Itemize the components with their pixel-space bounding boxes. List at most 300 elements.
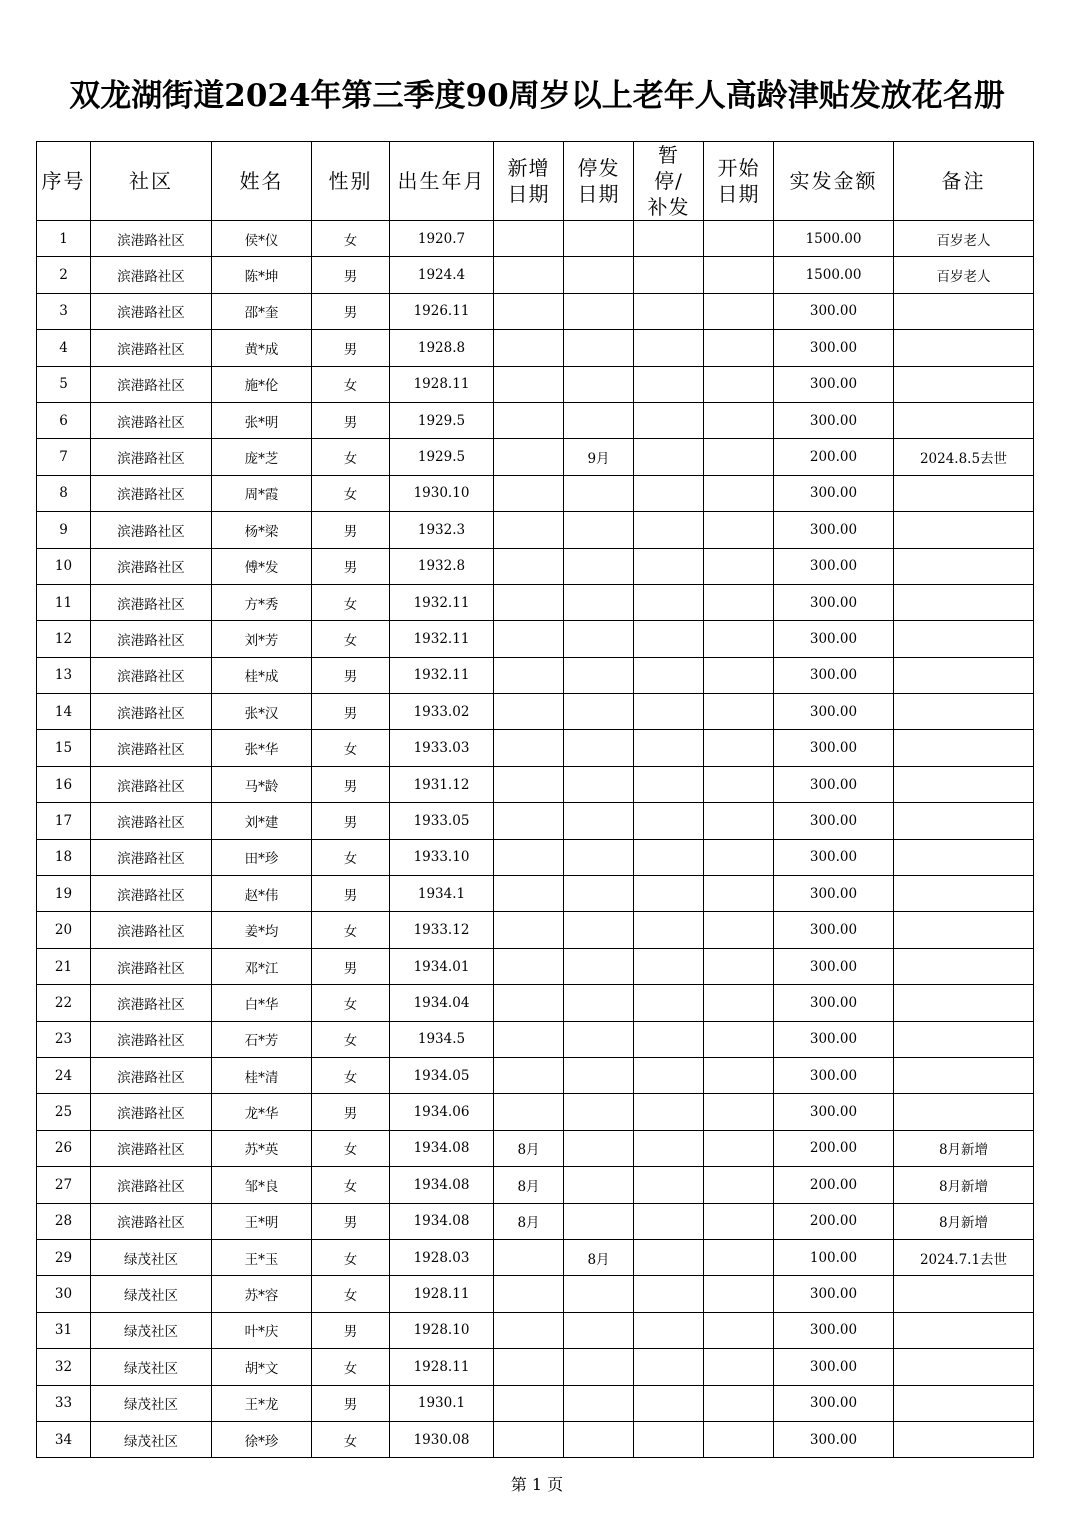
cell-new-date [494,402,564,438]
cell-stop-date [564,584,634,620]
cell-gender: 男 [312,512,390,548]
cell-new-date [494,803,564,839]
column-header-name: 姓名 [212,142,312,221]
table-row [37,257,1034,293]
cell-name: 邓*江 [212,948,312,984]
cell-amount: 300.00 [774,584,894,620]
column-header-start-date: 开始日期 [704,142,774,221]
cell-remark: 2024.7.1去世 [894,1239,1034,1275]
cell-remark [894,876,1034,912]
table-header-row [37,142,1034,221]
cell-start-date [704,1239,774,1275]
cell-amount: 300.00 [774,657,894,693]
cell-new-date [494,1421,564,1457]
cell-seq: 27 [37,1167,91,1203]
cell-start-date [704,912,774,948]
cell-seq: 3 [37,293,91,329]
cell-community: 滨港路社区 [91,1021,212,1057]
cell-amount: 300.00 [774,766,894,802]
cell-pause-reissue [634,548,704,584]
cell-birth: 1933.05 [390,803,494,839]
cell-community: 滨港路社区 [91,439,212,475]
cell-gender: 男 [312,293,390,329]
cell-start-date [704,657,774,693]
cell-gender: 男 [312,657,390,693]
cell-community: 滨港路社区 [91,1167,212,1203]
cell-gender: 男 [312,330,390,366]
cell-amount: 300.00 [774,876,894,912]
cell-seq: 30 [37,1276,91,1312]
cell-new-date [494,985,564,1021]
cell-name: 赵*伟 [212,876,312,912]
table-row [37,1312,1034,1348]
cell-start-date [704,1349,774,1385]
cell-start-date [704,293,774,329]
cell-amount: 300.00 [774,1276,894,1312]
cell-remark [894,1094,1034,1130]
cell-pause-reissue [634,1312,704,1348]
cell-name: 张*华 [212,730,312,766]
cell-community: 绿茂社区 [91,1276,212,1312]
cell-gender: 女 [312,985,390,1021]
table-row [37,402,1034,438]
cell-remark [894,694,1034,730]
cell-pause-reissue [634,221,704,257]
cell-remark [894,1385,1034,1421]
cell-stop-date [564,1203,634,1239]
cell-gender: 女 [312,1349,390,1385]
table-row [37,948,1034,984]
cell-new-date [494,1057,564,1093]
cell-community: 滨港路社区 [91,839,212,875]
cell-community: 滨港路社区 [91,366,212,402]
cell-remark [894,948,1034,984]
cell-birth: 1928.8 [390,330,494,366]
cell-start-date [704,621,774,657]
cell-start-date [704,548,774,584]
cell-new-date: 8月 [494,1130,564,1166]
cell-stop-date [564,912,634,948]
cell-stop-date [564,1057,634,1093]
cell-remark: 8月新增 [894,1130,1034,1166]
cell-new-date [494,548,564,584]
cell-community: 滨港路社区 [91,621,212,657]
cell-community: 滨港路社区 [91,985,212,1021]
cell-pause-reissue [634,512,704,548]
cell-new-date [494,912,564,948]
cell-remark [894,621,1034,657]
cell-community: 滨港路社区 [91,330,212,366]
table-row [37,985,1034,1021]
cell-seq: 28 [37,1203,91,1239]
cell-pause-reissue [634,330,704,366]
cell-pause-reissue [634,475,704,511]
cell-gender: 女 [312,475,390,511]
cell-stop-date [564,330,634,366]
cell-gender: 男 [312,1203,390,1239]
cell-pause-reissue [634,1349,704,1385]
cell-new-date [494,839,564,875]
cell-birth: 1932.3 [390,512,494,548]
cell-amount: 300.00 [774,1057,894,1093]
cell-amount: 1500.00 [774,257,894,293]
cell-start-date [704,1057,774,1093]
cell-name: 王*玉 [212,1239,312,1275]
cell-new-date [494,439,564,475]
cell-amount: 300.00 [774,330,894,366]
cell-birth: 1934.08 [390,1203,494,1239]
cell-name: 田*珍 [212,839,312,875]
cell-community: 滨港路社区 [91,694,212,730]
cell-birth: 1933.03 [390,730,494,766]
cell-birth: 1930.1 [390,1385,494,1421]
cell-start-date [704,257,774,293]
cell-new-date [494,512,564,548]
cell-pause-reissue [634,1021,704,1057]
cell-name: 邵*奎 [212,293,312,329]
cell-name: 张*明 [212,402,312,438]
cell-start-date [704,475,774,511]
cell-pause-reissue [634,730,704,766]
cell-name: 胡*文 [212,1349,312,1385]
cell-pause-reissue [634,1276,704,1312]
cell-pause-reissue [634,1130,704,1166]
cell-community: 滨港路社区 [91,1094,212,1130]
cell-stop-date [564,803,634,839]
cell-name: 王*龙 [212,1385,312,1421]
cell-community: 绿茂社区 [91,1385,212,1421]
cell-stop-date: 8月 [564,1239,634,1275]
cell-remark [894,584,1034,620]
cell-start-date [704,584,774,620]
cell-name: 石*芳 [212,1021,312,1057]
table-row [37,766,1034,802]
column-header-community: 社区 [91,142,212,221]
cell-stop-date [564,694,634,730]
cell-start-date [704,439,774,475]
cell-community: 滨港路社区 [91,876,212,912]
cell-community: 滨港路社区 [91,730,212,766]
cell-community: 滨港路社区 [91,803,212,839]
cell-new-date [494,475,564,511]
cell-seq: 29 [37,1239,91,1275]
cell-pause-reissue [634,766,704,802]
cell-pause-reissue [634,694,704,730]
cell-remark [894,1312,1034,1348]
cell-stop-date: 9月 [564,439,634,475]
cell-remark [894,330,1034,366]
cell-new-date [494,1094,564,1130]
cell-gender: 女 [312,366,390,402]
cell-seq: 5 [37,366,91,402]
cell-community: 绿茂社区 [91,1312,212,1348]
cell-remark: 2024.8.5去世 [894,439,1034,475]
cell-remark [894,293,1034,329]
table-row [37,1349,1034,1385]
cell-amount: 300.00 [774,985,894,1021]
cell-name: 姜*均 [212,912,312,948]
cell-community: 滨港路社区 [91,293,212,329]
cell-community: 滨港路社区 [91,402,212,438]
cell-birth: 1930.08 [390,1421,494,1457]
cell-stop-date [564,948,634,984]
cell-pause-reissue [634,257,704,293]
table-row [37,657,1034,693]
cell-pause-reissue [634,657,704,693]
cell-gender: 男 [312,803,390,839]
cell-new-date [494,1276,564,1312]
cell-stop-date [564,839,634,875]
cell-birth: 1934.06 [390,1094,494,1130]
cell-start-date [704,1276,774,1312]
cell-name: 施*伦 [212,366,312,402]
cell-seq: 2 [37,257,91,293]
table-row [37,1057,1034,1093]
cell-name: 王*明 [212,1203,312,1239]
table-row [37,876,1034,912]
cell-pause-reissue [634,1421,704,1457]
cell-birth: 1933.02 [390,694,494,730]
cell-name: 苏*英 [212,1130,312,1166]
cell-birth: 1928.11 [390,1276,494,1312]
cell-name: 侯*仪 [212,221,312,257]
cell-new-date [494,584,564,620]
cell-stop-date [564,512,634,548]
cell-birth: 1931.12 [390,766,494,802]
cell-start-date [704,402,774,438]
cell-remark [894,657,1034,693]
cell-seq: 16 [37,766,91,802]
cell-name: 周*霞 [212,475,312,511]
cell-seq: 33 [37,1385,91,1421]
table-row [37,366,1034,402]
cell-birth: 1926.11 [390,293,494,329]
cell-seq: 8 [37,475,91,511]
cell-amount: 200.00 [774,1167,894,1203]
cell-amount: 300.00 [774,402,894,438]
cell-start-date [704,512,774,548]
cell-seq: 31 [37,1312,91,1348]
cell-community: 绿茂社区 [91,1239,212,1275]
table-row [37,293,1034,329]
cell-birth: 1932.11 [390,584,494,620]
cell-remark: 8月新增 [894,1203,1034,1239]
column-header-remark: 备注 [894,142,1034,221]
column-header-amount: 实发金额 [774,142,894,221]
table-row [37,584,1034,620]
cell-name: 庞*芝 [212,439,312,475]
cell-gender: 女 [312,621,390,657]
table-row [37,1130,1034,1166]
cell-gender: 男 [312,766,390,802]
table-row [37,330,1034,366]
cell-community: 滨港路社区 [91,475,212,511]
cell-seq: 23 [37,1021,91,1057]
cell-new-date [494,876,564,912]
column-header-new-date: 新增日期 [494,142,564,221]
cell-seq: 9 [37,512,91,548]
cell-seq: 32 [37,1349,91,1385]
cell-seq: 12 [37,621,91,657]
cell-community: 滨港路社区 [91,912,212,948]
cell-amount: 300.00 [774,512,894,548]
cell-birth: 1934.04 [390,985,494,1021]
cell-gender: 女 [312,1276,390,1312]
cell-remark [894,839,1034,875]
cell-start-date [704,1312,774,1348]
cell-gender: 男 [312,876,390,912]
cell-amount: 200.00 [774,1203,894,1239]
cell-birth: 1932.8 [390,548,494,584]
cell-start-date [704,366,774,402]
cell-name: 苏*容 [212,1276,312,1312]
cell-start-date [704,1385,774,1421]
cell-stop-date [564,1167,634,1203]
cell-start-date [704,1167,774,1203]
cell-pause-reissue [634,1203,704,1239]
cell-gender: 女 [312,730,390,766]
cell-gender: 女 [312,1021,390,1057]
cell-birth: 1933.12 [390,912,494,948]
cell-gender: 女 [312,1167,390,1203]
cell-name: 黄*成 [212,330,312,366]
cell-pause-reissue [634,621,704,657]
table-body [37,221,1034,1458]
cell-gender: 女 [312,1130,390,1166]
cell-gender: 男 [312,1385,390,1421]
cell-stop-date [564,730,634,766]
cell-birth: 1932.11 [390,657,494,693]
cell-community: 滨港路社区 [91,512,212,548]
cell-community: 滨港路社区 [91,221,212,257]
cell-seq: 15 [37,730,91,766]
cell-birth: 1928.11 [390,1349,494,1385]
cell-new-date [494,657,564,693]
cell-seq: 7 [37,439,91,475]
cell-remark: 百岁老人 [894,221,1034,257]
cell-gender: 女 [312,439,390,475]
cell-gender: 女 [312,221,390,257]
cell-gender: 女 [312,1057,390,1093]
cell-name: 陈*坤 [212,257,312,293]
cell-start-date [704,1421,774,1457]
cell-start-date [704,1021,774,1057]
cell-seq: 11 [37,584,91,620]
cell-seq: 14 [37,694,91,730]
cell-name: 桂*清 [212,1057,312,1093]
cell-birth: 1934.08 [390,1130,494,1166]
table-row [37,512,1034,548]
cell-remark [894,1021,1034,1057]
cell-name: 马*龄 [212,766,312,802]
table-row [37,221,1034,257]
cell-seq: 24 [37,1057,91,1093]
cell-pause-reissue [634,985,704,1021]
cell-birth: 1920.7 [390,221,494,257]
cell-stop-date [564,621,634,657]
cell-pause-reissue [634,1057,704,1093]
cell-new-date [494,257,564,293]
cell-stop-date [564,1312,634,1348]
cell-seq: 17 [37,803,91,839]
cell-amount: 300.00 [774,839,894,875]
cell-new-date [494,330,564,366]
cell-seq: 18 [37,839,91,875]
cell-amount: 300.00 [774,1349,894,1385]
cell-community: 滨港路社区 [91,766,212,802]
cell-pause-reissue [634,1167,704,1203]
table-row [37,1021,1034,1057]
cell-pause-reissue [634,439,704,475]
cell-seq: 6 [37,402,91,438]
cell-stop-date [564,1130,634,1166]
cell-stop-date [564,402,634,438]
cell-start-date [704,985,774,1021]
cell-remark [894,803,1034,839]
cell-start-date [704,1094,774,1130]
cell-seq: 21 [37,948,91,984]
cell-amount: 300.00 [774,803,894,839]
cell-start-date [704,766,774,802]
cell-remark [894,366,1034,402]
cell-name: 刘*芳 [212,621,312,657]
cell-seq: 19 [37,876,91,912]
cell-gender: 男 [312,257,390,293]
cell-stop-date [564,1349,634,1385]
cell-stop-date [564,293,634,329]
column-header-gender: 性别 [312,142,390,221]
cell-seq: 10 [37,548,91,584]
cell-seq: 26 [37,1130,91,1166]
cell-community: 绿茂社区 [91,1421,212,1457]
cell-birth: 1933.10 [390,839,494,875]
cell-start-date [704,1130,774,1166]
cell-remark [894,1057,1034,1093]
cell-gender: 男 [312,1312,390,1348]
cell-gender: 男 [312,694,390,730]
cell-seq: 1 [37,221,91,257]
cell-community: 绿茂社区 [91,1349,212,1385]
cell-pause-reissue [634,293,704,329]
cell-pause-reissue [634,912,704,948]
table-row [37,1094,1034,1130]
table-row [37,803,1034,839]
cell-pause-reissue [634,876,704,912]
cell-remark [894,475,1034,511]
cell-amount: 300.00 [774,621,894,657]
cell-birth: 1929.5 [390,402,494,438]
cell-start-date [704,839,774,875]
cell-birth: 1928.10 [390,1312,494,1348]
cell-stop-date [564,766,634,802]
cell-amount: 300.00 [774,1385,894,1421]
cell-stop-date [564,1421,634,1457]
cell-birth: 1934.08 [390,1167,494,1203]
cell-gender: 男 [312,1094,390,1130]
cell-community: 滨港路社区 [91,257,212,293]
page-title: 双龙湖街道2024年第三季度90周岁以上老年人高龄津贴发放花名册 [69,78,1005,114]
cell-new-date [494,621,564,657]
cell-community: 滨港路社区 [91,948,212,984]
column-header-pause-reissue: 暂停/补发 [634,142,704,221]
cell-pause-reissue [634,839,704,875]
cell-remark [894,766,1034,802]
cell-community: 滨港路社区 [91,1203,212,1239]
cell-pause-reissue [634,1094,704,1130]
cell-seq: 22 [37,985,91,1021]
cell-name: 方*秀 [212,584,312,620]
cell-community: 滨港路社区 [91,548,212,584]
